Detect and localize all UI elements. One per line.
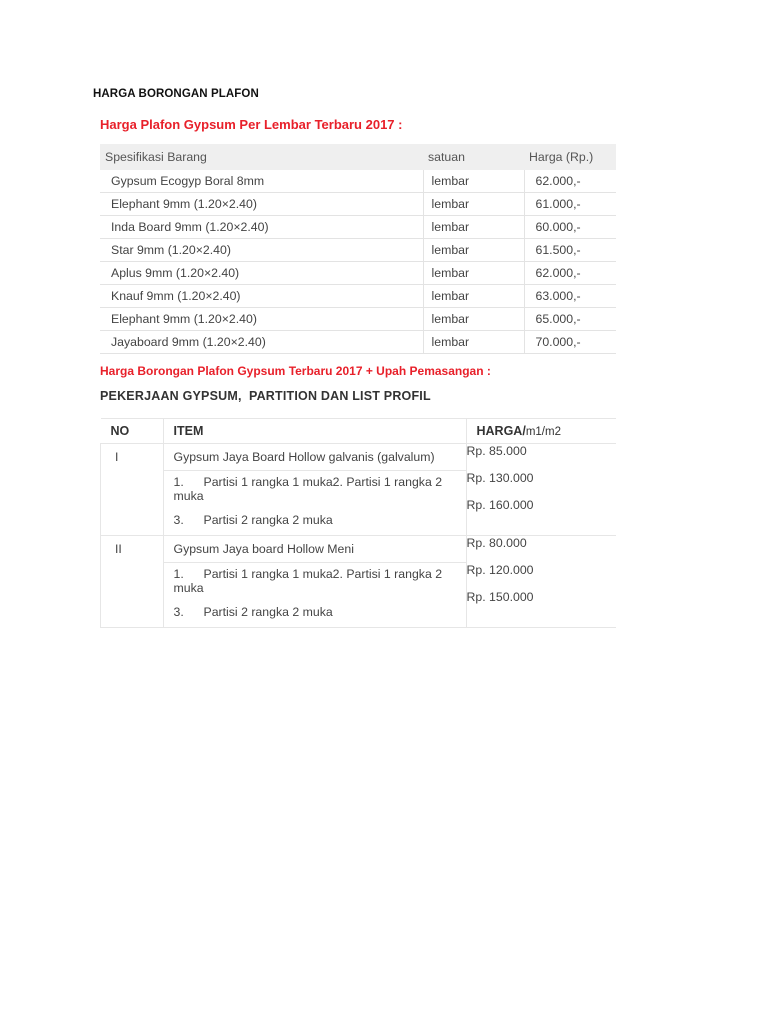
gypsum-price-title: Harga Plafon Gypsum Per Lembar Terbaru 2017 : — [100, 117, 403, 132]
cell-harga: 62.000,- — [524, 170, 616, 193]
list-item-text: Partisi 1 rangka 1 muka2. Partisi 1 rangka 2 muka — [173, 567, 443, 595]
list-item — [174, 567, 456, 595]
price-value: Rp. 120.000 — [466, 563, 534, 577]
item-group-title: Gypsum Jaya Board Hollow galvanis (galvalum) — [164, 444, 466, 471]
work-table-group-row — [101, 536, 617, 628]
price-table-row — [100, 216, 616, 239]
cell-spesifikasi: Elephant 9mm (1.20×2.40) — [100, 308, 423, 331]
price-table-row — [100, 262, 616, 285]
work-price-table — [100, 418, 616, 628]
work-section-title: PEKERJAAN GYPSUM, PARTITION DAN LIST PROFIL — [100, 389, 431, 403]
cell-spesifikasi: Aplus 9mm (1.20×2.40) — [100, 262, 423, 285]
cell-item — [163, 536, 466, 628]
price-table-row — [100, 170, 616, 193]
work-table-header-row — [101, 419, 617, 444]
cell-satuan: lembar — [423, 239, 524, 262]
list-item-number: 3. — [173, 513, 184, 527]
price-value: Rp. 150.000 — [466, 590, 534, 604]
cell-harga: 62.000,- — [524, 262, 616, 285]
cell-spesifikasi: Inda Board 9mm (1.20×2.40) — [100, 216, 423, 239]
cell-harga: 60.000,- — [524, 216, 616, 239]
price-value: Rp. 85.000 — [466, 444, 527, 458]
list-item-number: 1. — [173, 475, 184, 489]
list-item-text: Partisi 2 rangka 2 muka — [203, 513, 333, 527]
list-item — [174, 513, 456, 527]
cell-no: II — [101, 536, 164, 628]
header-harga: Harga (Rp.) — [524, 144, 616, 170]
item-group-title: Gypsum Jaya board Hollow Meni — [164, 536, 466, 563]
price-value: Rp. 160.000 — [466, 498, 534, 512]
item-list — [164, 563, 466, 627]
cell-satuan: lembar — [423, 170, 524, 193]
price-table-row — [100, 193, 616, 216]
header-item: ITEM — [163, 419, 466, 444]
price-value: Rp. 130.000 — [466, 471, 534, 485]
cell-satuan: lembar — [423, 193, 524, 216]
header-spesifikasi: Spesifikasi Barang — [100, 144, 423, 170]
cell-spesifikasi: Knauf 9mm (1.20×2.40) — [100, 285, 423, 308]
header-harga-m1-m2 — [466, 419, 616, 444]
header-harga-unit: m1/m2 — [525, 426, 561, 438]
price-table-header-row — [100, 144, 616, 170]
list-item-number: 1. — [173, 567, 184, 581]
cell-harga: 63.000,- — [524, 285, 616, 308]
gypsum-price-table — [100, 144, 616, 354]
cell-satuan: lembar — [423, 331, 524, 354]
cell-satuan: lembar — [423, 285, 524, 308]
header-satuan: satuan — [423, 144, 524, 170]
list-item-text: Partisi 1 rangka 1 muka2. Partisi 1 rangka 2 muka — [173, 475, 443, 503]
cell-satuan: lembar — [423, 308, 524, 331]
cell-spesifikasi: Jayaboard 9mm (1.20×2.40) — [100, 331, 423, 354]
cell-item — [163, 444, 466, 536]
cell-harga: 61.000,- — [524, 193, 616, 216]
cell-harga: 70.000,- — [524, 331, 616, 354]
price-table-row — [100, 331, 616, 354]
list-item-text: Partisi 2 rangka 2 muka — [203, 605, 333, 619]
cell-spesifikasi: Star 9mm (1.20×2.40) — [100, 239, 423, 262]
page-heading: HARGA BORONGAN PLAFON — [93, 88, 259, 100]
borongan-title: Harga Borongan Plafon Gypsum Terbaru 2017 + Upah Pemasangan : — [100, 364, 491, 378]
price-value: Rp. 80.000 — [466, 536, 527, 550]
list-item — [174, 605, 456, 619]
list-item-number: 3. — [173, 605, 184, 619]
cell-spesifikasi: Elephant 9mm (1.20×2.40) — [100, 193, 423, 216]
cell-harga: 61.500,- — [524, 239, 616, 262]
price-table-row — [100, 308, 616, 331]
cell-spesifikasi: Gypsum Ecogyp Boral 8mm — [100, 170, 423, 193]
header-no: NO — [101, 419, 164, 444]
cell-satuan: lembar — [423, 216, 524, 239]
header-harga-label: HARGA/ — [476, 424, 526, 438]
cell-harga: 65.000,- — [524, 308, 616, 331]
work-table-group-row — [101, 444, 617, 536]
cell-harga — [466, 536, 616, 628]
price-table-row — [100, 285, 616, 308]
list-item — [174, 475, 456, 503]
item-list — [164, 471, 466, 535]
cell-satuan: lembar — [423, 262, 524, 285]
cell-harga — [466, 444, 616, 536]
price-table-row — [100, 239, 616, 262]
cell-no: I — [101, 444, 164, 536]
